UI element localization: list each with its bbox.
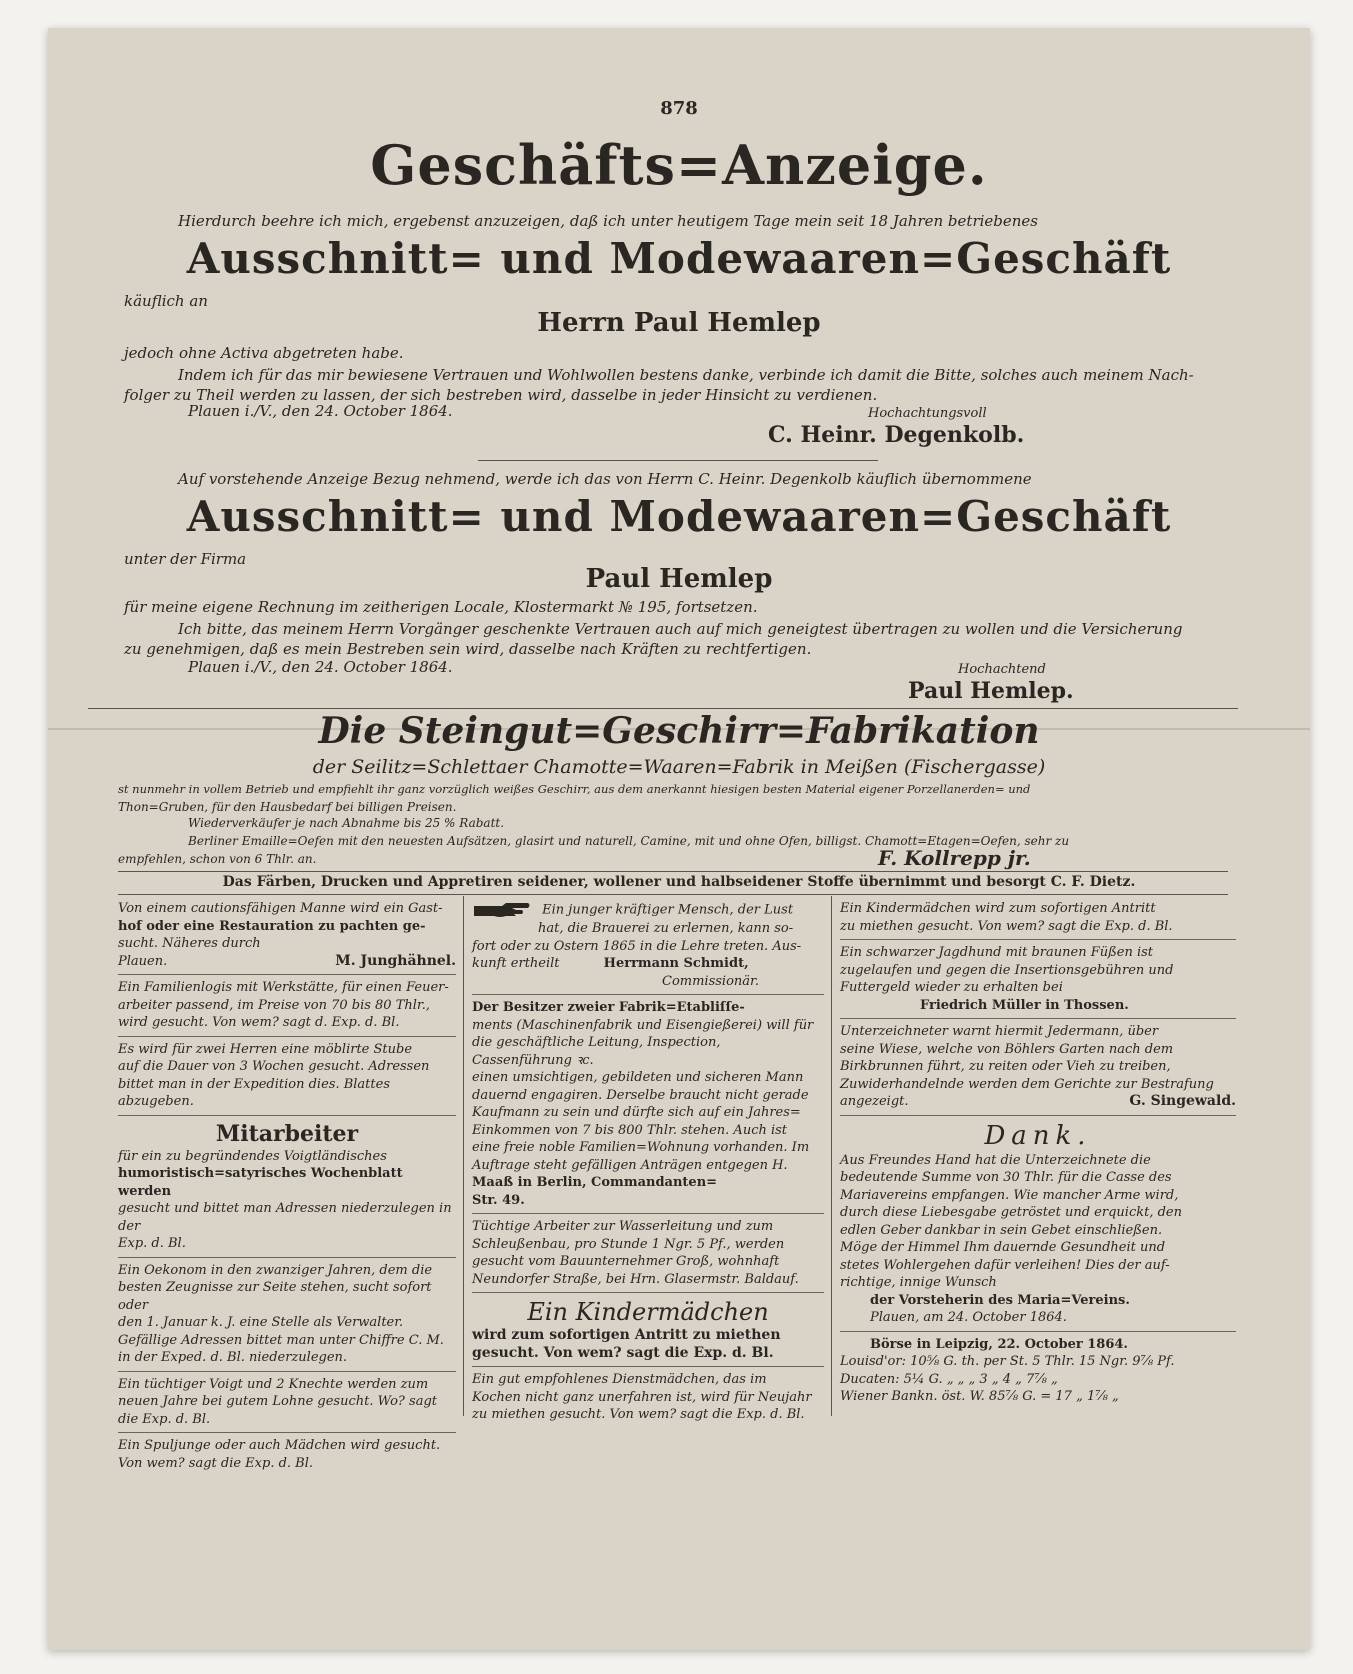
text: Kochen nicht ganz unerfahren ist, wird für Neujahr [472,1389,812,1405]
boerse-row: Louisd'or: 10⅝ G. th. per St. 5 Thlr. 15 Ngr. 9⅞ Pf. [840,1354,1175,1369]
ad-jagdhund [840,944,1236,1014]
text: dauernd engagiren. Derselbe braucht nicht gerade [472,1087,809,1103]
ad-oekonom [118,1262,456,1367]
text: Ein Familienlogis mit Werkstätte, für einen Feuer- [118,980,449,995]
divider [118,1371,456,1372]
text: den 1. Januar k. J. eine Stelle als Verwalter. [118,1315,404,1330]
text: Gefällige Adressen bittet man unter Chiffre C. M. [118,1332,444,1348]
text: richtige, innige Wunsch [840,1275,997,1290]
signature: Herrmann Schmidt, [603,956,749,971]
notice2-firma: unter der Firma [124,550,247,568]
boerse-leipzig [840,1336,1236,1406]
text: Ein schwarzer Jagdhund mit braunen Füßen ist [840,945,1154,960]
text: Schleußenbau, pro Stunde 1 Ngr. 5 Pf., werden [472,1236,785,1252]
divider [118,1257,456,1258]
text: Birkbrunnen führt, zu reiten oder Vieh zu treiben, [840,1059,1171,1074]
text: Einkommen von 7 bis 800 Thlr. stehen. Auch ist [472,1122,788,1138]
text: Zuwiderhandelnde werden dem Gerichte zur Bestrafung [840,1076,1214,1092]
text: Maaß in Berlin, Commandanten= [472,1175,718,1190]
text: Str. 49. [472,1192,525,1208]
mitarbeiter-title: Mitarbeiter [215,1120,359,1147]
text: Ein Oekonom in den zwanziger Jahren, dem die [118,1262,433,1278]
text: fort oder zu Ostern 1865 in die Lehre treten. Aus- [472,938,802,954]
kindermaedchen-title: Ein Kindermädchen [527,1298,769,1326]
signature: der Vorsteherin des Maria=Vereins. [870,1292,1130,1308]
ad-mitarbeiter [118,1148,456,1253]
column-2 [472,900,824,1427]
text: stetes Wohlergehen dafür verleihen! Dies der auf- [840,1257,1170,1273]
divider [118,1036,456,1037]
text: Ein gut empfohlenes Dienstmädchen, das im [472,1372,767,1387]
text: Plauen, am 24. October 1864. [870,1310,1067,1325]
text: Von wem? sagt die Exp. d. Bl. [118,1455,314,1471]
text: wird gesucht. Von wem? sagt d. Exp. d. Bl. [118,1015,400,1030]
page-title: Geschäfts=Anzeige. [370,133,988,197]
notice1-signature: C. Heinr. Degenkolb. [768,422,1025,448]
text: Unterzeichneter warnt hiermit Jedermann, über [840,1024,1159,1039]
text: wird zum sofortigen Antritt zu miethen [472,1327,781,1343]
text: Aus Freundes Hand hat die Unterzeichnete die [840,1152,1151,1168]
text: zugelaufen und gegen die Insertionsgebühren und [840,962,1174,978]
notice2-line2: Ich bitte, das meinem Herrn Vorgänger geschenkte Vertrauen auch auf mich geneigtest übertragen zu wollen und die Versicherung [178,620,1183,638]
text: Commissionär. [662,973,759,989]
text: die Exp. d. Bl. [118,1411,211,1427]
divider [118,1115,456,1116]
text: arbeiter passend, im Preise von 70 bis 80 Thlr., [118,997,430,1013]
text: Der Besitzer zweier Fabrik=Etabliſſe- [472,1000,745,1015]
steingut-line3: Wiederverkäufer je nach Abnahme bis 25 % Rabatt. [188,816,505,830]
notice1-buyer: Herrn Paul Hemlep [537,308,821,338]
steingut-title: Die Steingut=Geschirr=Fabrikation [318,710,1040,752]
ad-logis [118,979,456,1032]
dank-title: Dank. [984,1120,1092,1151]
ad-voigt [118,1376,456,1429]
signature: Friedrich Müller in Thossen. [920,997,1129,1013]
steingut-line1: st nunmehr in vollem Betrieb und empfiehlt ihr ganz vorzüglich weißes Geschirr, aus dem anerkannt hiesigen besten Material eigener Porzellanerden= und [118,782,1031,796]
steingut-line4: Berliner Emaille=Oefen mit den neuesten Aufsätzen, glasirt und naturell, Camine, mit und ohne Ofen, billigst. Chamott=Etagen=Oefen, sehr zu [188,834,1070,848]
notice1-closing: Hochachtungsvoll [868,406,987,421]
text: gesucht und bittet man Adressen niederzulegen in der [118,1201,452,1234]
notice1-intro: Hierdurch beehre ich mich, ergebenst anzuzeigen, daß ich unter heutigem Tage mein seit 18 Jahren betriebenes [178,212,1039,230]
steingut-signature: F. Kollrepp jr. [878,846,1031,870]
text: gesucht. Von wem? sagt die Exp. d. Bl. [472,1344,774,1361]
notice2-closing: Hochachtend [958,662,1046,677]
text: zu miethen gesucht. Von wem? sagt die Exp. d. Bl. [472,1407,805,1422]
text: Von einem cautionsfähigen Manne wird ein Gast- [118,901,443,916]
notice2-name: Paul Hemlep [585,564,773,594]
text: Ein Spuljunge oder auch Mädchen wird gesucht. [118,1438,441,1453]
notice1-business: Ausschnitt= und Modewaaren=Geschäft [186,234,1172,283]
signature: G. Singewald. [1129,1093,1236,1109]
notice1-kauflich: käuflich an [124,292,208,310]
text: Kaufmann zu sein und dürfte sich auf ein Jahres= [472,1105,801,1120]
notice2-place-date: Plauen i./V., den 24. October 1864. [188,658,453,676]
text: hat, die Brauerei zu erlernen, kann so- [538,921,794,936]
text: bittet man in der Expedition dies. Blattes abzugeben. [118,1076,390,1109]
column-3 [840,900,1236,1409]
notice2-line3: zu genehmigen, daß es mein Bestreben sein wird, dasselbe nach Kräften zu rechtfertigen. [124,640,812,658]
divider [118,974,456,975]
steingut-line5: empfehlen, schon von 6 Thlr. an. [118,852,317,866]
text: die geschäftliche Leitung, Inspection, Cassenführung ꝛc. [472,1035,721,1068]
divider [472,994,824,995]
boerse-title: Börse in Leipzig, 22. October 1864. [870,1336,1128,1352]
text: neuen Jahre bei gutem Lohne gesucht. Wo? sagt [118,1394,437,1409]
notice1-place-date: Plauen i./V., den 24. October 1864. [188,402,453,420]
newspaper-page [48,28,1310,1650]
pointing-hand-icon [472,900,532,920]
ad-spuljunge [118,1437,456,1472]
text: edlen Geber dankbar in sein Gebet einschließen. [840,1222,1163,1238]
column-1 [118,900,456,1475]
text: Ein junger kräftiger Mensch, der Lust [542,902,794,918]
text: Neundorfer Straße, bei Hrn. Glasermstr. Baldauf. [472,1271,799,1287]
notice2-intro: Auf vorstehende Anzeige Bezug nehmend, werde ich das von Herrn C. Heinr. Degenkolb käuflich übernommene [178,470,1032,488]
text: Mariavereins empfangen. Wie mancher Arme wird, [840,1187,1179,1203]
text: auf die Dauer von 3 Wochen gesucht. Adressen [118,1059,430,1074]
text: angezeigt. [840,1094,909,1109]
divider [118,871,1228,872]
column-rule [463,896,464,1416]
divider [472,1366,824,1367]
ad-besitzer [472,999,824,1209]
divider [118,894,1228,895]
notice2-business: Ausschnitt= und Modewaaren=Geschäft [186,492,1172,541]
text: zu miethen gesucht. Von wem? sagt die Exp. d. Bl. [840,918,1173,934]
text: Es wird für zwei Herren eine möblirte Stube [118,1041,413,1057]
notice1-line2: Indem ich für das mir bewiesene Vertrauen und Wohlwollen bestens danke, verbinde ich damit die Bitte, solches auch meinem Nach- [178,366,1194,384]
text: Plauen. [118,953,168,969]
ad-stube [118,1041,456,1111]
text: einen umsichtigen, gebildeten und sicheren Mann [472,1070,804,1085]
ad-arbeiter [472,1218,824,1288]
boerse-row: Wiener Bankn. öst. W. 85⅞ G. = 17 „ 1⅞ „ [840,1389,1119,1404]
boerse-row: Ducaten: 5¼ G. „ „ „ 3 „ 4 „ 7⅞ „ [840,1371,1058,1387]
notice2-line1: für meine eigene Rechnung im zeitherigen Locale, Klostermarkt № 195, fortsetzen. [124,598,758,616]
notice1-line3: folger zu Theil werden zu lassen, der sich bestreben wird, dasselbe in jeder Hinsicht zu verdienen. [124,386,878,404]
text: eine freie noble Familien=Wohnung vorhanden. Im [472,1140,810,1155]
ad-dank [840,1152,1236,1327]
divider [840,1018,1236,1019]
text: kunft ertheilt [472,956,560,971]
text: Futtergeld wieder zu erhalten bei [840,980,1063,995]
text: besten Zeugnisse zur Seite stehen, sucht sofort oder [118,1280,432,1313]
ad-lehre [472,900,824,990]
divider [840,1115,1236,1116]
divider [840,1331,1236,1332]
text: Auftrage steht gefälligen Anträgen entgegen H. [472,1157,788,1173]
text: Möge der Himmel Ihm dauernde Gesundheit und [840,1240,1166,1255]
text: für ein zu begründendes Voigtländisches [118,1148,387,1164]
page-number: 878 [660,98,698,119]
column-rule [831,896,832,1416]
text: bedeutende Summe von 30 Thlr. für die Casse des [840,1170,1172,1185]
notice1-line1: jedoch ohne Activa abgetreten habe. [124,344,404,362]
text: in der Exped. d. Bl. niederzulegen. [118,1350,348,1365]
divider [88,708,1238,709]
text: hof oder eine Restauration zu pachten ge- [118,918,426,934]
steingut-line2: Thon=Gruben, für den Hausbedarf bei billigen Preisen. [118,800,457,814]
steingut-subtitle: der Seilitz=Schlettaer Chamotte=Waaren=Fabrik in Meißen (Fischergasse) [312,756,1046,778]
text: gesucht vom Bauunternehmer Groß, wohnhaft [472,1254,780,1269]
ad-gasthof [118,900,456,970]
text: humoristisch=satyrisches Wochenblatt werden [118,1166,403,1199]
signature: M. Junghähnel. [335,952,456,969]
text: Ein tüchtiger Voigt und 2 Knechte werden zum [118,1376,429,1392]
divider [118,1432,456,1433]
divider [472,1213,824,1214]
ad-dienstmaedchen [472,1371,824,1424]
text: seine Wiese, welche von Böhlers Garten nach dem [840,1041,1174,1057]
text: sucht. Näheres durch [118,936,261,951]
notice2-signature: Paul Hemlep. [908,678,1074,704]
text: durch diese Liebesgabe getröstet und erquickt, den [840,1205,1182,1220]
ad-warnung [840,1023,1236,1111]
divider [472,1292,824,1293]
divider [840,939,1236,940]
dietz-notice: Das Färben, Drucken und Appretiren seidener, wollener und halbseidener Stoffe übernimmt und besorgt C. F. Dietz. [222,874,1136,890]
ad-kindermaedchen [472,1327,824,1362]
text: Exp. d. Bl. [118,1236,186,1251]
ad-kindermaedchen-2 [840,900,1236,935]
divider [478,460,878,461]
text: ments (Maschinenfabrik und Eisengießerei) will für [472,1017,814,1033]
text: Tüchtige Arbeiter zur Wasserleitung und zum [472,1219,774,1234]
text: Ein Kindermädchen wird zum sofortigen Antritt [840,901,1156,916]
